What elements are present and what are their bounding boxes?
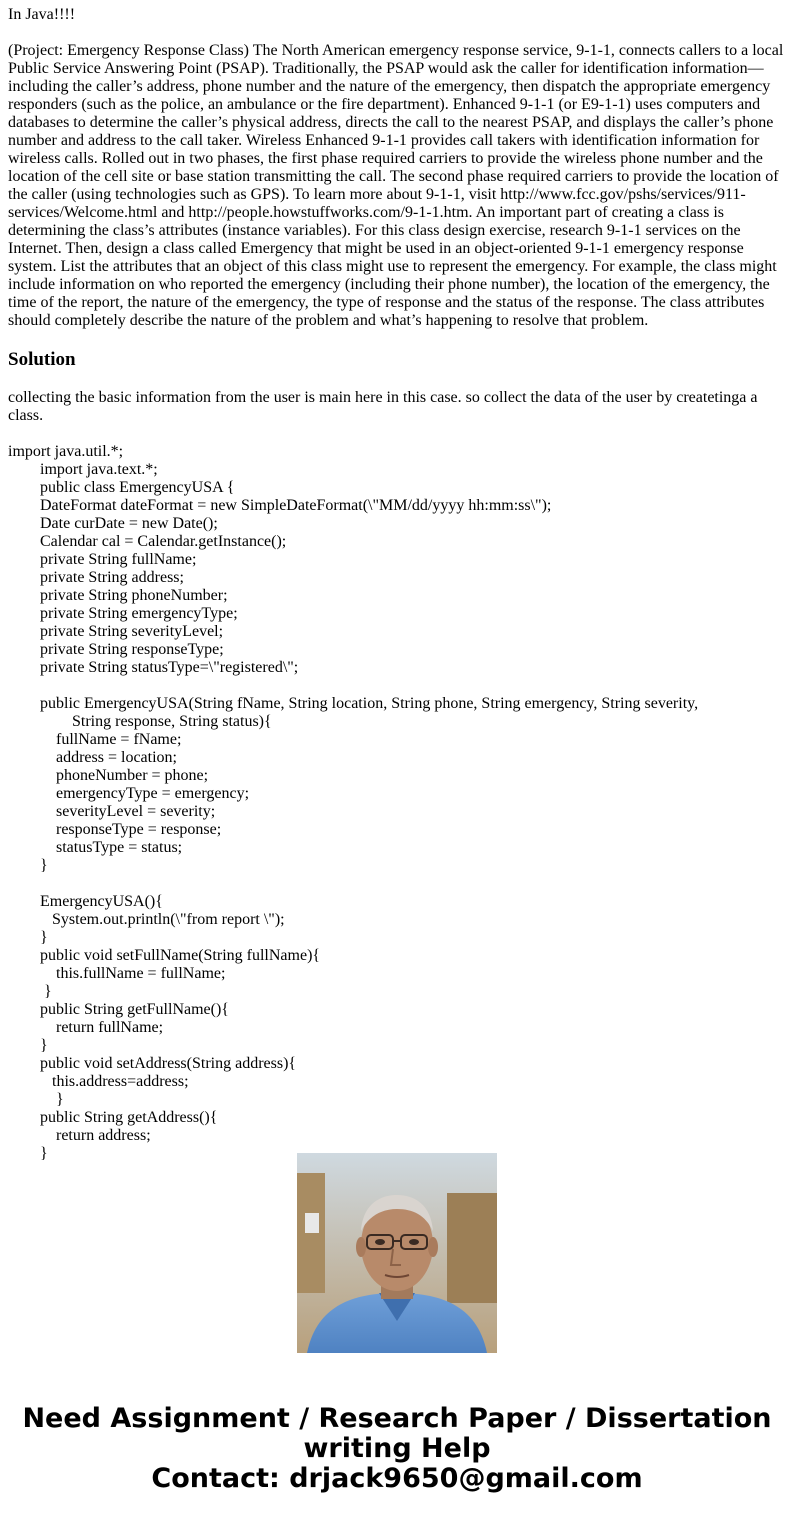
question-body: (Project: Emergency Response Class) The North American emergency response service, 9-1-1, connects callers to a local Public Service Answering Point (PSAP). Traditionally, the PSAP would ask the caller for identification information—including the caller’s address, phone number and the nature of the emergency, then dispatch the appropriate emergency responders (such as the police, an ambulance or the fire department). Enhanced 9-1-1 (or E9-1-1) uses computers and databases to determine the caller’s physical address, directs the call to the nearest PSAP, and displays the caller’s phone number and address to the call taker. Wireless Enhanced 9-1-1 provides call takers with identification information for wireless calls. Rolled out in two phases, the first phase required carriers to provide the wireless phone number and the location of the cell site or base station transmitting the call. The second phase required carriers to provide the location of the caller (using technologies such as GPS). To learn more about 9-1-1, visit http://www.fcc.gov/pshs/services/911-services/Welcome.html and http://people.howstuffworks.com/9-1-1.htm. An important part of creating a class is determining the class’s attributes (instance variables). For this class design exercise, research 9-1-1 services on the Internet. Then, design a class called Emergency that might be used in an object-oriented 9-1-1 emergency response system. List the attributes that an object of this class might use to represent the emergency. For example, the class might include information on who reported the emergency (including their phone number), the location of the emergency, the time of the report, the nature of the emergency, the type of response and the status of the response. The class attributes should completely describe the nature of the problem and what’s happening to resolve that problem. [8,42,784,329]
promo-line-2: writing Help [303,1433,491,1464]
document-content [8,6,786,1162]
solution-intro: collecting the basic information from the user is main here in this case. so collect the data of the user by createtinga a class. [8,389,758,424]
author-photo [297,1153,497,1353]
promo-line-1: Need Assignment / Research Paper / Dissertation [22,1403,772,1434]
solution-heading: Solution [8,349,76,370]
author-avatar [297,1153,497,1353]
promo-contact: Contact: drjack9650@gmail.com [151,1463,643,1494]
question-title: In Java!!!! [8,6,76,23]
promo-banner [0,1404,794,1494]
code-block: import java.util.*; import java.text.*; public class EmergencyUSA { DateFormat dateFormat = new SimpleDateFormat(\"MM/dd/yyyy hh:mm:ss\"); Date curDate = new Date(); Calendar cal = Calendar.getInstance(); private String fullName; private String address; private String phoneNumber; private String emergencyType; private String severityLevel; private String responseType; private String statusType=\"registered\"; public EmergencyUSA(String fName, String location, String phone, String emergency, String severity, String response, String status){ fullName = fName; address = location; phoneNumber = phone; emergencyType = emergency; severityLevel = severity; responseType = response; statusType = status; } EmergencyUSA(){ System.out.println(\"from report \"); } public void setFullName(String fullName){ this.fullName = fullName; } public String getFullName(){ return fullName; } public void setAddress(String address){ this.address=address; } public String getAddress(){ return address; } [8,443,699,1162]
